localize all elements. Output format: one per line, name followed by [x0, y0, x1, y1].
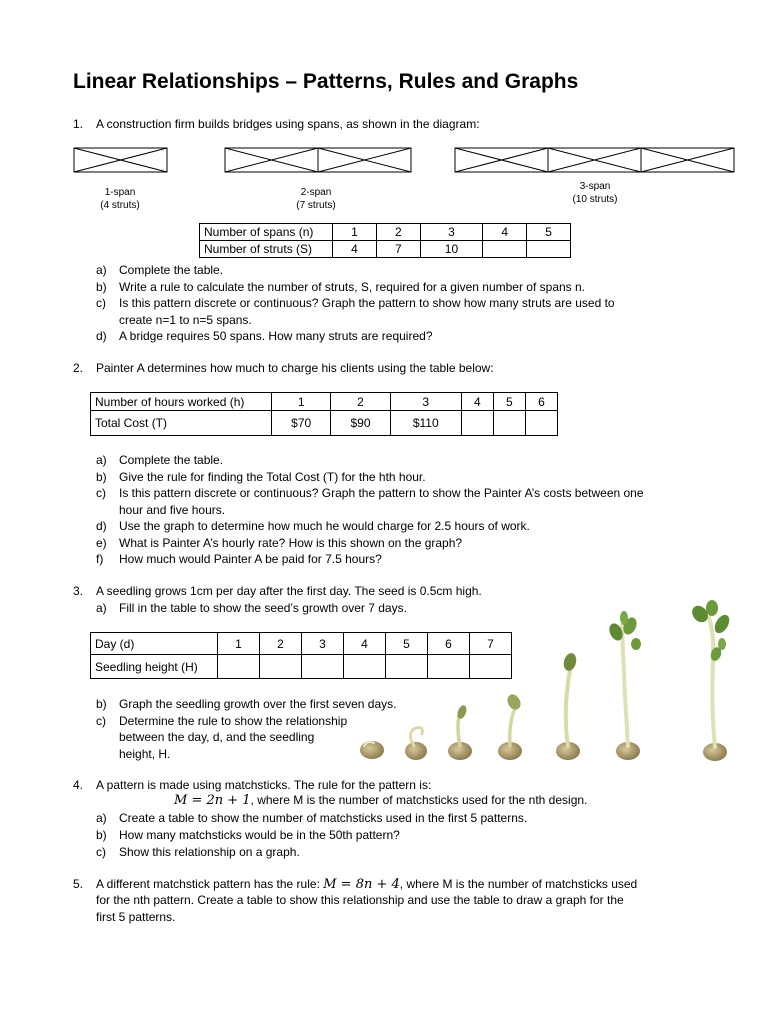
table-cell: 2 — [260, 633, 302, 655]
question-text — [96, 876, 637, 893]
part-text: Complete the table. — [119, 453, 224, 467]
table-cell: 4 — [333, 241, 377, 258]
seedling-stage-2 — [405, 728, 427, 760]
spans-struts-table — [199, 223, 571, 258]
table-cell: 6 — [525, 393, 557, 411]
part-item — [96, 328, 696, 345]
formula: M = 8n + 4 — [323, 877, 400, 892]
part-text: Give the rule for finding the Total Cost (T) for the hth hour. — [119, 469, 426, 484]
caption-1-span — [80, 186, 160, 212]
seedling-stage-1 — [360, 741, 384, 759]
table-cell — [525, 411, 557, 436]
question-number: 1. — [73, 117, 84, 131]
part-text: Show this relationship on a graph. — [119, 845, 300, 859]
row-header: Number of struts (S) — [200, 241, 333, 258]
table-cell — [483, 241, 527, 258]
question-number: 3. — [73, 584, 84, 598]
part-item — [96, 827, 696, 844]
seedling-stage-6 — [607, 611, 641, 760]
table-cell: 7 — [470, 633, 512, 655]
part-item — [96, 279, 696, 296]
table-cell: 5 — [493, 393, 525, 411]
question-number: 4. — [73, 778, 84, 792]
table-cell: 1 — [272, 393, 331, 411]
caption-line: (10 struts) — [572, 194, 618, 205]
table-cell: 1 — [218, 633, 260, 655]
bridge-3-span — [455, 148, 734, 172]
bridge-1-span — [74, 148, 167, 172]
part-item — [96, 295, 696, 312]
question-5 — [73, 876, 733, 892]
part-letter: e) — [96, 535, 107, 550]
question-number: 5. — [73, 877, 84, 891]
caption-line: 1-span — [104, 187, 136, 198]
table-cell: 3 — [420, 224, 483, 241]
part-letter: a) — [96, 811, 107, 825]
part-letter: a) — [96, 601, 107, 615]
part-text: Is this pattern discrete or continuous? Graph the pattern to show the Painter A’s costs between one — [119, 486, 644, 500]
table-row — [200, 224, 571, 241]
part-text: A bridge requires 50 spans. How many struts are required? — [119, 329, 433, 343]
part-text: Complete the table. — [119, 263, 224, 277]
table-cell: 5 — [386, 633, 428, 655]
caption-line: 2-span — [300, 187, 332, 198]
part-item — [96, 518, 716, 535]
question-text-start: A different matchstick pattern has the rule: — [96, 877, 324, 891]
row-header: Number of spans (n) — [200, 224, 333, 241]
table-cell: 6 — [428, 633, 470, 655]
table-cell: $90 — [331, 411, 390, 436]
part-text: Determine the rule to show the relationship — [119, 713, 348, 728]
row-header: Number of hours worked (h) — [91, 393, 272, 411]
question-1 — [73, 116, 673, 132]
table-cell — [461, 411, 493, 436]
table-cell: 4 — [344, 633, 386, 655]
question-2-parts — [96, 452, 716, 568]
question-text: A pattern is made using matchsticks. The rule for the pattern is: — [96, 778, 432, 792]
table-cell: 10 — [420, 241, 483, 258]
table-row — [200, 241, 571, 258]
part-item — [96, 551, 716, 568]
part-text: Write a rule to calculate the number of struts, S, required for a given number of spans n. — [119, 279, 586, 294]
part-letter: c) — [96, 713, 106, 728]
formula: M = 2n + 1 — [174, 793, 251, 808]
row-header: Total Cost (T) — [91, 411, 272, 436]
question-5-continuation — [96, 892, 624, 925]
part-text: height, H. — [119, 746, 171, 761]
part-text: Create a table to show the number of matchsticks used in the first 5 patterns. — [119, 811, 528, 825]
part-item — [96, 262, 696, 279]
page-title: Linear Relationships – Patterns, Rules and Graphs — [73, 70, 579, 93]
part-letter: c) — [96, 845, 106, 859]
table-row — [91, 393, 558, 411]
part-letter: c) — [96, 296, 106, 310]
part-item — [96, 469, 716, 486]
seedling-stage-4 — [498, 692, 523, 760]
seedling-growth-illustration — [350, 596, 750, 768]
table-cell: 5 — [527, 224, 571, 241]
table-cell: 4 — [461, 393, 493, 411]
table-row — [91, 411, 558, 436]
question-4-formula-line — [174, 792, 587, 809]
table-cell — [527, 241, 571, 258]
painter-cost-table — [90, 392, 558, 436]
caption-2-span — [276, 186, 356, 212]
part-item — [96, 312, 696, 329]
part-item — [96, 844, 696, 861]
bridge-2-span — [225, 148, 411, 172]
table-cell: $70 — [272, 411, 331, 436]
part-letter: d) — [96, 329, 107, 343]
table-cell: 4 — [483, 224, 527, 241]
part-letter: f) — [96, 552, 104, 566]
question-number: 2. — [73, 361, 84, 375]
part-letter: b) — [96, 828, 107, 842]
table-cell — [493, 411, 525, 436]
table-cell — [302, 655, 344, 679]
table-cell: 2 — [331, 393, 390, 411]
caption-line: (4 struts) — [100, 200, 140, 211]
table-cell: 7 — [376, 241, 420, 258]
question-5-line-2: for the nth pattern. Create a table to show this relationship and use the table to draw a graph for the — [96, 893, 624, 907]
part-text: What is Painter A’s hourly rate? How is this shown on the graph? — [119, 535, 463, 550]
part-letter: b) — [96, 697, 107, 711]
table-cell: 2 — [376, 224, 420, 241]
caption-line: 3-span — [579, 181, 611, 192]
bridge-spans-diagram — [70, 144, 740, 178]
row-header: Day (d) — [91, 633, 218, 655]
part-letter: c) — [96, 486, 106, 500]
part-text: How many matchsticks would be in the 50th pattern? — [119, 828, 400, 842]
question-text-end: , where M is the number of matchsticks used — [399, 877, 638, 891]
table-cell — [218, 655, 260, 679]
question-5-line-3: first 5 patterns. — [96, 909, 176, 924]
question-2 — [73, 360, 673, 376]
table-cell: 1 — [333, 224, 377, 241]
part-letter: b) — [96, 279, 107, 294]
part-letter: d) — [96, 519, 107, 533]
caption-line: (7 struts) — [296, 200, 336, 211]
question-4-parts — [96, 810, 696, 861]
question-text: A seedling grows 1cm per day after the first day. The seed is 0.5cm high. — [96, 584, 482, 598]
formula-description: , where M is the number of matchsticks used for the nth design. — [250, 793, 588, 807]
part-letter: a) — [96, 453, 107, 467]
part-text: Is this pattern discrete or continuous? Graph the pattern to show how many struts are used to — [119, 296, 615, 310]
question-4 — [73, 777, 673, 793]
part-text: Graph the seedling growth over the first seven days. — [119, 697, 397, 711]
part-text: hour and five hours. — [119, 502, 226, 517]
part-letter: b) — [96, 469, 107, 484]
part-text: How much would Painter A be paid for 7.5 hours? — [119, 552, 382, 566]
caption-3-span — [553, 180, 637, 206]
row-header: Seedling height (H) — [91, 655, 218, 679]
question-text: Painter A determines how much to charge his clients using the table below: — [96, 361, 494, 375]
part-text: Fill in the table to show the seed’s growth over 7 days. — [119, 601, 407, 615]
table-cell — [260, 655, 302, 679]
part-text: create n=1 to n=5 spans. — [119, 312, 252, 327]
part-text: between the day, d, and the seedling — [119, 730, 315, 744]
part-text: Use the graph to determine how much he would charge for 2.5 hours of work. — [119, 519, 530, 533]
part-item — [96, 502, 716, 519]
question-text: A construction firm builds bridges using spans, as shown in the diagram: — [96, 117, 480, 131]
part-item — [96, 535, 716, 552]
seedling-stage-5 — [556, 652, 580, 760]
part-letter: a) — [96, 263, 107, 277]
seedling-stage-7 — [689, 600, 732, 761]
table-cell: 3 — [302, 633, 344, 655]
question-1-parts — [96, 262, 696, 345]
part-item — [96, 452, 716, 469]
part-item — [96, 485, 716, 502]
part-item — [96, 810, 696, 827]
table-cell: $110 — [390, 411, 461, 436]
table-cell: 3 — [390, 393, 461, 411]
seedling-stage-3 — [448, 704, 472, 760]
